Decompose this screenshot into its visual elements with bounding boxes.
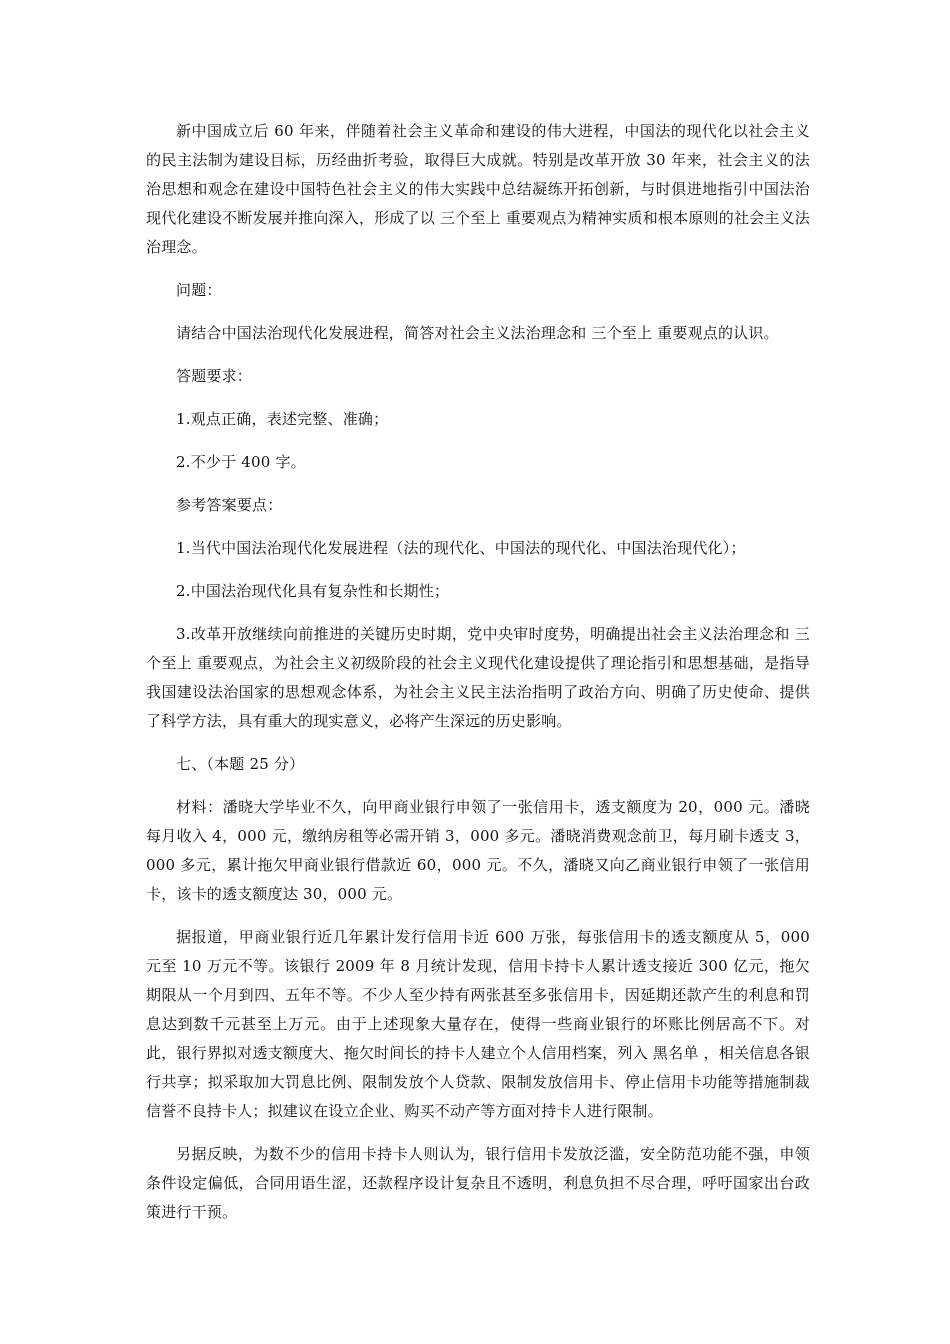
question-heading: 问题： <box>176 281 222 299</box>
requirement-item-2: 2.不少于 400 字。 <box>176 453 306 471</box>
requirements-heading: 答题要求： <box>176 367 253 385</box>
reference-answer-item-3: 3.改革开放继续向前推进的关键历史时期，党中央审时度势，明确提出社会主义法治理念和 三个至上 重要观点，为社会主义初级阶段的社会主义现代化建设提供了理论指引和思想基础，是指导我国建设法治国家的思想观念体系，为社会主义民主法治指明了政治方向、明确了历史使命、提供了科学方法，具有重大的现实意义，必将产生深远的历史影响。 <box>146 625 810 730</box>
material-paragraph: 材料：潘晓大学毕业不久，向甲商业银行申领了一张信用卡，透支额度为 20，000 元。潘晓每月收入 4，000 元，缴纳房租等必需开销 3，000 多元。潘晓消费观念前卫，每月刷卡透支 3，000 多元，累计拖欠甲商业银行借款近 60，000 元。不久，潘晓又向乙商业银行申领了一张信用卡，该卡的透支额度达 30，000 元。 <box>146 798 810 903</box>
question-text: 请结合中国法治现代化发展进程，简答对社会主义法治理念和 三个至上 重要观点的认识。 <box>176 324 779 342</box>
requirement-item-1: 1.观点正确，表述完整、准确； <box>176 410 389 428</box>
report-paragraph: 据报道，甲商业银行近几年累计发行信用卡近 600 万张，每张信用卡的透支额度从 5，000 元至 10 万元不等。该银行 2009 年 8 月统计发现，信用卡持卡人累计透支接近 300 亿元，拖欠期限从一个月到四、五年不等。不少人至少持有两张甚至多张信用卡，因延期还款产生的利息和罚息达到数千元甚至上万元。由于上述现象大量存在，使得一些商业银行的坏账比例居高不下。对此，银行界拟对透支额度大、拖欠时间长的持卡人建立个人信用档案，列入 黑名单 ，相关信息各银行共享；拟采取加大罚息比例、限制发放个人贷款、限制发放信用卡、停止信用卡功能等措施制裁信誉不良持卡人；拟建议在设立企业、购买不动产等方面对持卡人进行限制。 <box>146 928 810 1120</box>
document-body <box>146 117 810 1241</box>
reference-answer-item-1: 1.当代中国法治现代化发展进程（法的现代化、中国法的现代化、中国法治现代化）； <box>176 539 746 557</box>
reference-answer-item-2: 2.中国法治现代化具有复杂性和长期性； <box>176 582 450 600</box>
intro-paragraph: 新中国成立后 60 年来，伴随着社会主义革命和建设的伟大进程，中国法的现代化以社会主义的民主法制为建设目标，历经曲折考验，取得巨大成就。特别是改革开放 30 年来，社会主义的法治思想和观念在建设中国特色社会主义的伟大实践中总结凝练开拓创新，与时俱进地指引中国法治现代化建设不断发展并推向深入，形成了以 三个至上 重要观点为精神实质和根本原则的社会主义法治理念。 <box>146 122 810 256</box>
section-seven-heading: 七、（本题 25 分） <box>176 755 305 773</box>
reference-answer-heading: 参考答案要点： <box>176 496 283 514</box>
feedback-paragraph: 另据反映，为数不少的信用卡持卡人则认为，银行信用卡发放泛滥，安全防范功能不强，申领条件设定偏低，合同用语生涩，还款程序设计复杂且不透明，利息负担不尽合理，呼吁国家出台政策进行干预。 <box>146 1145 810 1221</box>
